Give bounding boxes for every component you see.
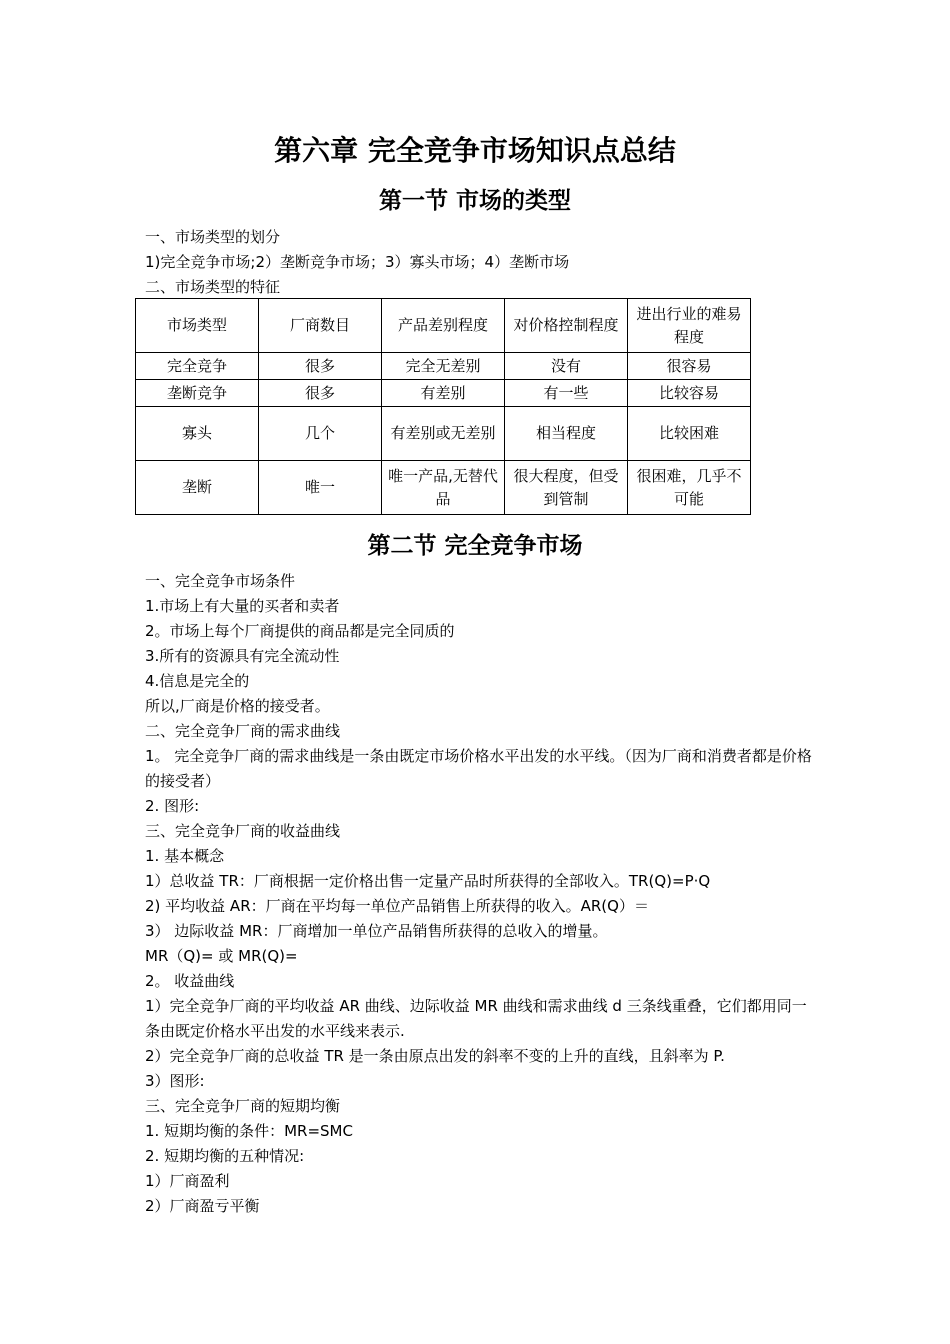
table-cell: 很大程度，但受到管制 xyxy=(505,461,628,515)
text-line: 三、完全竞争厂商的收益曲线 xyxy=(145,822,341,840)
table-header-cell: 产品差别程度 xyxy=(382,299,505,353)
text-line: 2。市场上每个厂商提供的商品都是完全同质的 xyxy=(145,622,455,640)
text-line: 3）图形: xyxy=(145,1072,205,1090)
text-line: 三、完全竞争厂商的短期均衡 xyxy=(145,1097,341,1115)
table-cell: 比较容易 xyxy=(628,380,751,407)
table-cell: 垄断竞争 xyxy=(136,380,259,407)
table-cell: 没有 xyxy=(505,353,628,380)
text-line: 2. 短期均衡的五种情况: xyxy=(145,1147,305,1165)
text-line: 一、市场类型的划分 xyxy=(145,228,281,246)
text-line: 1. 短期均衡的条件：MR=SMC xyxy=(145,1122,353,1140)
table-cell: 相当程度 xyxy=(505,407,628,461)
table-row xyxy=(136,407,751,461)
table-row xyxy=(136,380,751,407)
table-header-row xyxy=(136,299,751,353)
text-line: 3） 边际收益 MR：厂商增加一单位产品销售所获得的总收入的增量。 xyxy=(145,922,608,940)
table-cell: 很多 xyxy=(259,380,382,407)
text-line: 3.所有的资源具有完全流动性 xyxy=(145,647,340,665)
text-paragraph: 1）完全竞争厂商的平均收益 AR 曲线、边际收益 MR 曲线和需求曲线 d 三条线重叠，它们都用同一条由既定价格水平出发的水平线来表示. xyxy=(145,997,807,1040)
text-line: 2) 平均收益 AR：厂商在平均每一单位产品销售上所获得的收入。AR(Q）＝ xyxy=(145,897,649,915)
table-cell: 寡头 xyxy=(136,407,259,461)
section2-text xyxy=(145,569,815,1219)
market-types-table xyxy=(135,298,751,515)
text-line: 二、完全竞争厂商的需求曲线 xyxy=(145,722,341,740)
table-cell: 有差别 xyxy=(382,380,505,407)
table-cell: 垄断 xyxy=(136,461,259,515)
table-cell: 完全无差别 xyxy=(382,353,505,380)
section1-heading: 第一节 市场的类型 xyxy=(378,188,571,214)
table-cell: 几个 xyxy=(259,407,382,461)
text-line: MR（Q)= 或 MR(Q)= xyxy=(145,947,298,965)
table-header-cell: 厂商数目 xyxy=(259,299,382,353)
text-line: 2。 收益曲线 xyxy=(145,972,235,990)
text-line: 1.市场上有大量的买者和卖者 xyxy=(145,597,340,615)
section1-text xyxy=(145,225,815,300)
table-cell: 唯一产品,无替代品 xyxy=(382,461,505,515)
text-paragraph: 1。 完全竞争厂商的需求曲线是一条由既定市场价格水平出发的水平线。（因为厂商和消费者都是价格的接受者） xyxy=(145,747,812,790)
text-line: 2. 图形: xyxy=(145,797,200,815)
table-cell: 唯一 xyxy=(259,461,382,515)
table-cell: 比较困难 xyxy=(628,407,751,461)
text-line: 1. 基本概念 xyxy=(145,847,225,865)
section2-heading: 第二节 完全竞争市场 xyxy=(367,533,583,559)
text-line: 2）完全竞争厂商的总收益 TR 是一条由原点出发的斜率不变的上升的直线，且斜率为 P. xyxy=(145,1047,725,1065)
text-line: 所以,厂商是价格的接受者。 xyxy=(145,697,330,715)
text-line: 2）厂商盈亏平衡 xyxy=(145,1197,260,1215)
table-cell: 很多 xyxy=(259,353,382,380)
table-cell: 很容易 xyxy=(628,353,751,380)
table-row xyxy=(136,461,751,515)
table-cell: 有差别或无差别 xyxy=(382,407,505,461)
text-line: 一、完全竞争市场条件 xyxy=(145,572,296,590)
document-title: 第六章 完全竞争市场知识点总结 xyxy=(274,134,676,167)
table-row xyxy=(136,353,751,380)
table-header-cell: 市场类型 xyxy=(136,299,259,353)
text-line: 1）厂商盈利 xyxy=(145,1172,230,1190)
table-header-cell: 进出行业的难易程度 xyxy=(628,299,751,353)
table-cell: 很困难，几乎不可能 xyxy=(628,461,751,515)
table-cell: 完全竞争 xyxy=(136,353,259,380)
table-cell: 有一些 xyxy=(505,380,628,407)
text-line: 二、市场类型的特征 xyxy=(145,278,281,296)
text-line: 1)完全竞争市场;2）垄断竞争市场；3）寡头市场；4）垄断市场 xyxy=(145,253,570,271)
text-line: 4.信息是完全的 xyxy=(145,672,250,690)
text-line: 1）总收益 TR：厂商根据一定价格出售一定量产品时所获得的全部收入。TR(Q)=P·Q xyxy=(145,872,711,890)
table-header-cell: 对价格控制程度 xyxy=(505,299,628,353)
